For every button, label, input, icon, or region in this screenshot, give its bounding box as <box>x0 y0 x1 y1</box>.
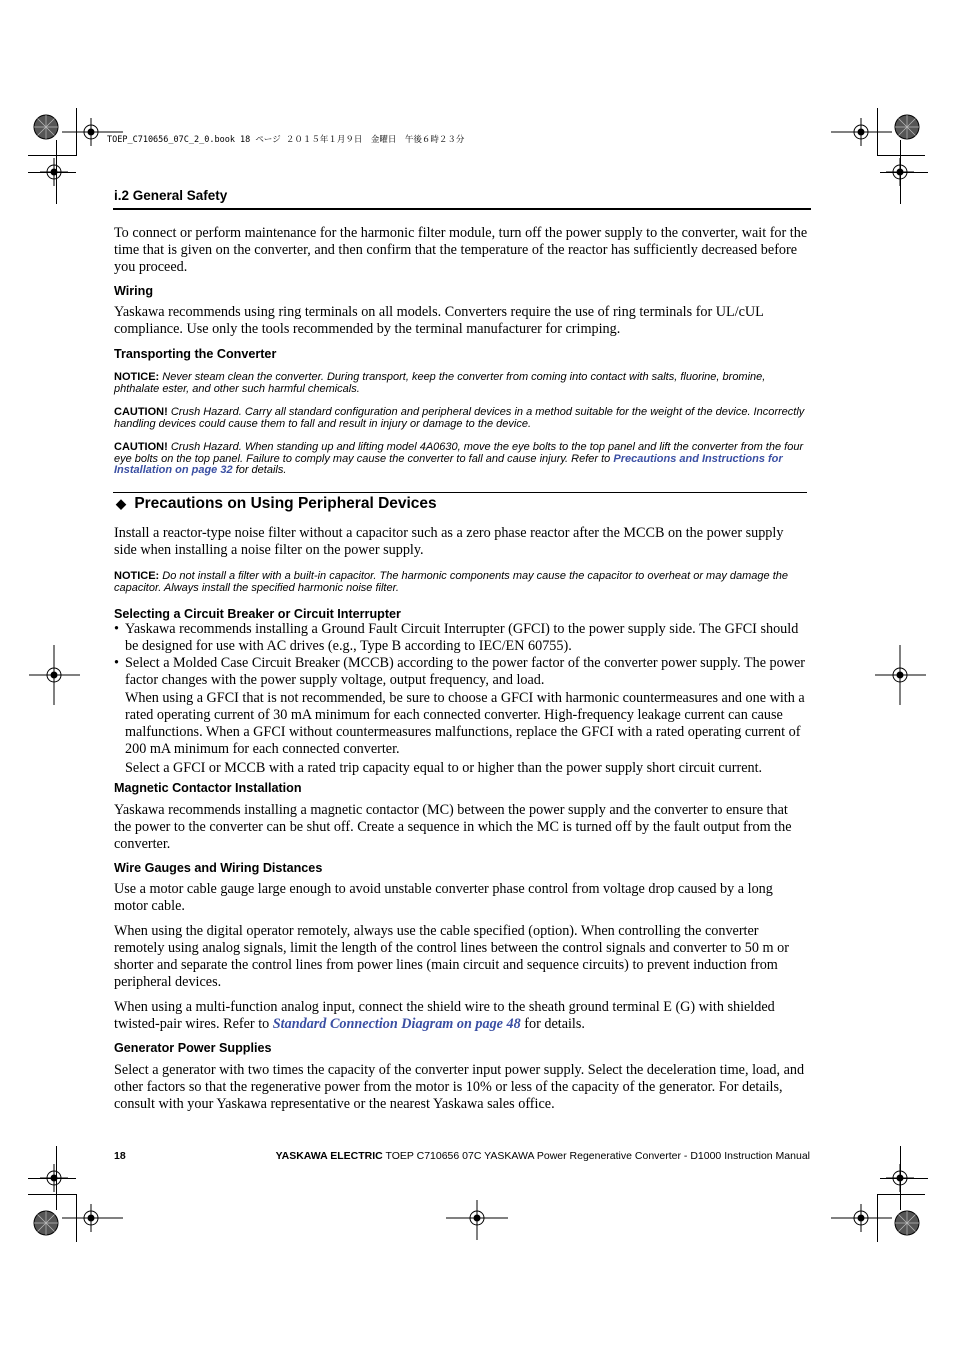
peripheral-text: Install a reactor-type noise filter without a capacitor such as a zero phase reactor after the MCCB on the power supply side when installing a noise filter on the power supply. <box>114 525 784 558</box>
gauges-p3 <box>114 999 806 1033</box>
wiring-heading: Wiring <box>114 284 154 298</box>
breaker-heading: Selecting a Circuit Breaker or Circuit Interrupter <box>114 607 401 621</box>
installation-precautions-link[interactable]: Precautions and Instructions for Installation on page 32 <box>114 452 783 476</box>
notice-label: NOTICE: <box>114 570 160 582</box>
notice-label: NOTICE: <box>114 371 160 383</box>
notice-text: Never steam clean the converter. During transport, keep the converter from coming into contact with salts, fluorine, bromine, phthalate ester, and other such harmful chemicals. <box>114 371 766 395</box>
contactor-heading: Magnetic Contactor Installation <box>114 781 302 795</box>
caution-text: Crush Hazard. Carry all standard configuration and peripheral devices in a method suitable for the weight of the device. Incorrectly handling devices could cause them to fall and result in injury or damage to the device. <box>114 406 805 430</box>
diamond-bullet-icon: ◆ <box>116 496 126 511</box>
footer-brand: YASKAWA ELECTRIC <box>275 1150 383 1162</box>
footer-title <box>276 1150 810 1162</box>
breaker-bullet-2: Select a Molded Case Circuit Breaker (MCCB) according to the power factor of the converter power supply. The power factor changes with the power supply voltage, output frequency, and load. <box>125 655 805 688</box>
gauges-p3-pre: When using a multi-function analog input, connect the shield wire to the sheath ground terminal E (G) with shielded twisted-pair wires. Refer to <box>114 999 775 1032</box>
subsection-rule <box>113 492 807 493</box>
gauges-p2: When using the digital operator remotely, always use the cable specified (option). When controlling the converter remotely using analog signals, limit the length of the control lines between the control signals and converter to 50 m or shorter and separate the control lines from power lines (main circuit and sequence circuits) to prevent induction from peripheral devices. <box>114 923 789 990</box>
peripheral-heading <box>116 495 437 513</box>
peripheral-heading-text: Precautions on Using Peripheral Devices <box>134 495 437 512</box>
transport-caution-1 <box>114 407 812 430</box>
gauges-p3-post: for details. <box>524 1016 585 1032</box>
breaker-bullet-1: Yaskawa recommends installing a Ground Fault Circuit Interrupter (GFCI) to the power supply side. The GFCI should be designed for use with AC drives (e.g., Type B according to IEC/EN 60755). <box>125 621 799 654</box>
footer-doc-title: TOEP C710656 07C YASKAWA Power Regenerative Converter - D1000 Instruction Manual <box>385 1150 810 1162</box>
page-number: 18 <box>114 1150 126 1162</box>
gauges-p1: Use a motor cable gauge large enough to avoid unstable converter phase control from voltage drop caused by a long motor cable. <box>114 881 773 914</box>
peripheral-notice <box>114 571 812 594</box>
bullet-1-marker: • <box>114 621 119 637</box>
gauges-heading: Wire Gauges and Wiring Distances <box>114 861 323 875</box>
section-header-rule <box>113 208 811 210</box>
breaker-para-2: Select a GFCI or MCCB with a rated trip capacity equal to or higher than the power supply short circuit current. <box>125 760 763 776</box>
caution-text: Crush Hazard. When standing up and lifting model 4A0630, move the eye bolts to the top panel and lift the converter from the four eye bolts on the top panel. Failure to comply may cause the converter to fall and cause injury. Refer to <box>114 441 804 465</box>
wiring-text: Yaskawa recommends using ring terminals on all models. Converters require the use of ring terminals for UL/cUL compliance. Use only the tools recommended by the terminal manufacturer for crimping. <box>114 304 764 337</box>
transport-caution-2 <box>114 442 812 477</box>
caution-label: CAUTION! <box>114 441 168 453</box>
intro-paragraph: To connect or perform maintenance for the harmonic filter module, turn off the power supply to the converter, wait for the time that is given on the converter, and then confirm that the temperature of the reactor has sufficiently decreased before you proceed. <box>114 225 808 275</box>
breaker-para-1: When using a GFCI that is not recommended, be sure to choose a GFCI with harmonic countermeasures and one with a rated operating current of 30 mA minimum for each connected converter. High-frequency leakage current can cause malfunctions. When a GFCI without countermeasures malfunctions, replace the GFCI with a rated operating current of 200 mA minimum for each connected converter. <box>125 690 805 757</box>
transport-notice <box>114 372 812 395</box>
running-header: TOEP_C710656_07C_2_0.book 18 ページ ２０１５年１月９日 金曜日 午後６時２３分 <box>107 135 465 145</box>
generator-heading: Generator Power Supplies <box>114 1041 272 1055</box>
section-header: i.2 General Safety <box>114 188 228 203</box>
generator-text: Select a generator with two times the capacity of the converter input power supply. Select the deceleration time, load, and other factors so that the regenerative power from the motor is 10% or less of the capacity of the generator. For details, consult with your Yaskawa representative or the nearest Yaskawa sales office. <box>114 1062 805 1112</box>
caution-tail: for details. <box>235 464 287 476</box>
notice-text: Do not install a filter with a built-in capacitor. The harmonic components may cause the capacitor to overheat or may damage the capacitor. Always install the specified harmonic noise filter. <box>114 570 788 594</box>
contactor-text: Yaskawa recommends installing a magnetic contactor (MC) between the power supply and the converter to ensure that the power to the converter can be shut off. Create a sequence in which the MC is turned off by the fault output from the converter. <box>114 802 792 852</box>
bullet-2-marker: • <box>114 655 119 671</box>
caution-label: CAUTION! <box>114 406 168 418</box>
connection-diagram-link[interactable]: Standard Connection Diagram on page 48 <box>272 1016 521 1032</box>
transport-heading: Transporting the Converter <box>114 347 277 361</box>
